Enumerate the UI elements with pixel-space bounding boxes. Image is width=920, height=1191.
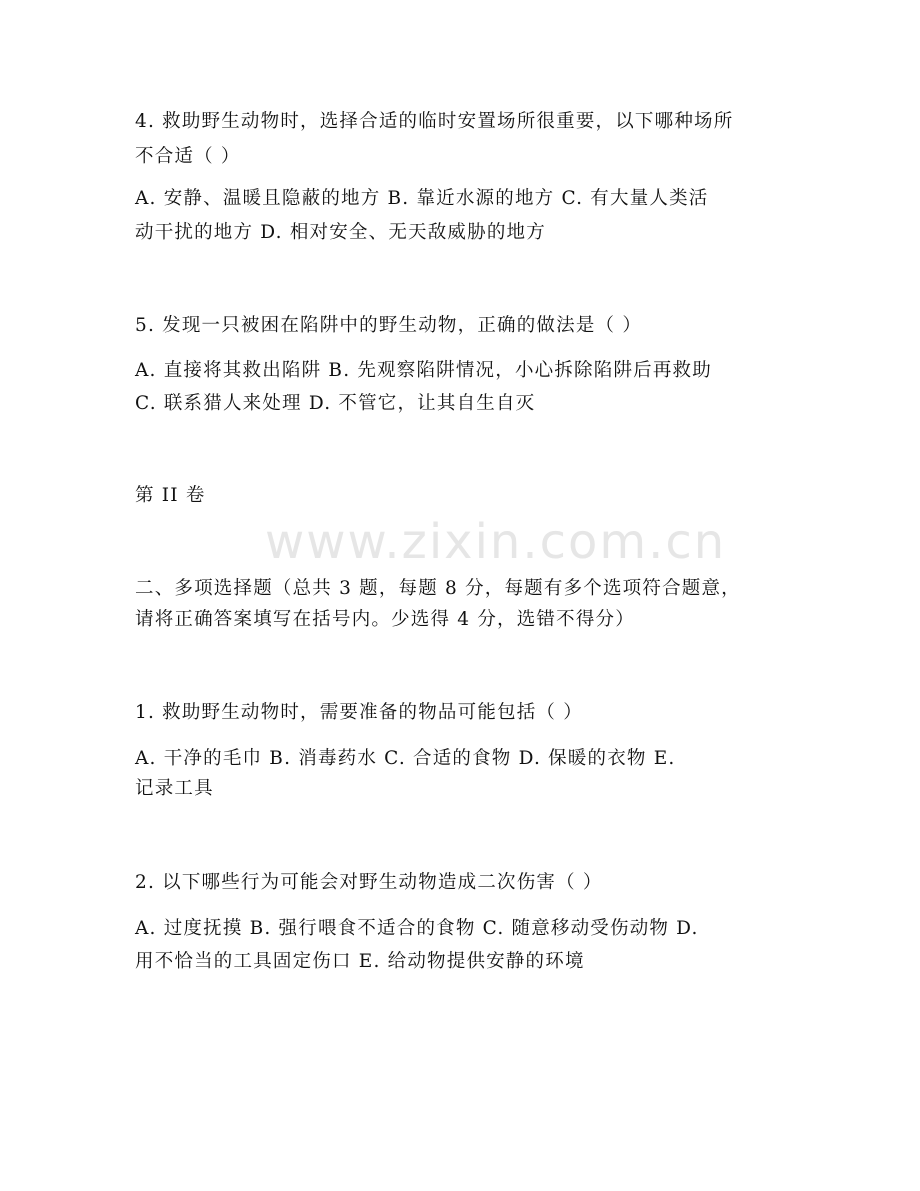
m1-stem: 1. 救助野生动物时，需要准备的物品可能包括（ ）	[135, 702, 583, 723]
m1-options-line1: A. 干净的毛巾 B. 消毒药水 C. 合适的食物 D. 保暖的衣物 E.	[135, 748, 676, 769]
watermark: www.zixin.com.cn	[265, 514, 727, 570]
q4-options-line1: A. 安静、温暖且隐蔽的地方 B. 靠近水源的地方 C. 有大量人类活	[135, 188, 709, 209]
q4-stem-line2: 不合适（ ）	[135, 146, 241, 167]
m2-options-line2: 用不恰当的工具固定伤口 E. 给动物提供安静的环境	[135, 951, 585, 972]
part2-heading-line2: 请将正确答案填写在括号内。少选得 4 分，选错不得分）	[135, 609, 635, 630]
part2-heading-line1: 二、多项选择题（总共 3 题，每题 8 分，每题有多个选项符合题意，	[135, 578, 741, 599]
m1-options-line2: 记录工具	[135, 778, 214, 799]
q5-options-line2: C. 联系猎人来处理 D. 不管它，让其自生自灭	[135, 393, 536, 414]
q5-options-line1: A. 直接将其救出陷阱 B. 先观察陷阱情况，小心拆除陷阱后再救助	[135, 360, 712, 381]
section-title: 第 II 卷	[135, 485, 206, 506]
q5-stem: 5. 发现一只被困在陷阱中的野生动物，正确的做法是（ ）	[135, 315, 643, 336]
m2-options-line1: A. 过度抚摸 B. 强行喂食不适合的食物 C. 随意移动受伤动物 D.	[135, 918, 699, 939]
q4-options-line2: 动干扰的地方 D. 相对安全、无天敌威胁的地方	[135, 222, 546, 243]
q4-stem-line1: 4. 救助野生动物时，选择合适的临时安置场所很重要，以下哪种场所	[135, 111, 734, 132]
m2-stem: 2. 以下哪些行为可能会对野生动物造成二次伤害（ ）	[135, 872, 603, 893]
